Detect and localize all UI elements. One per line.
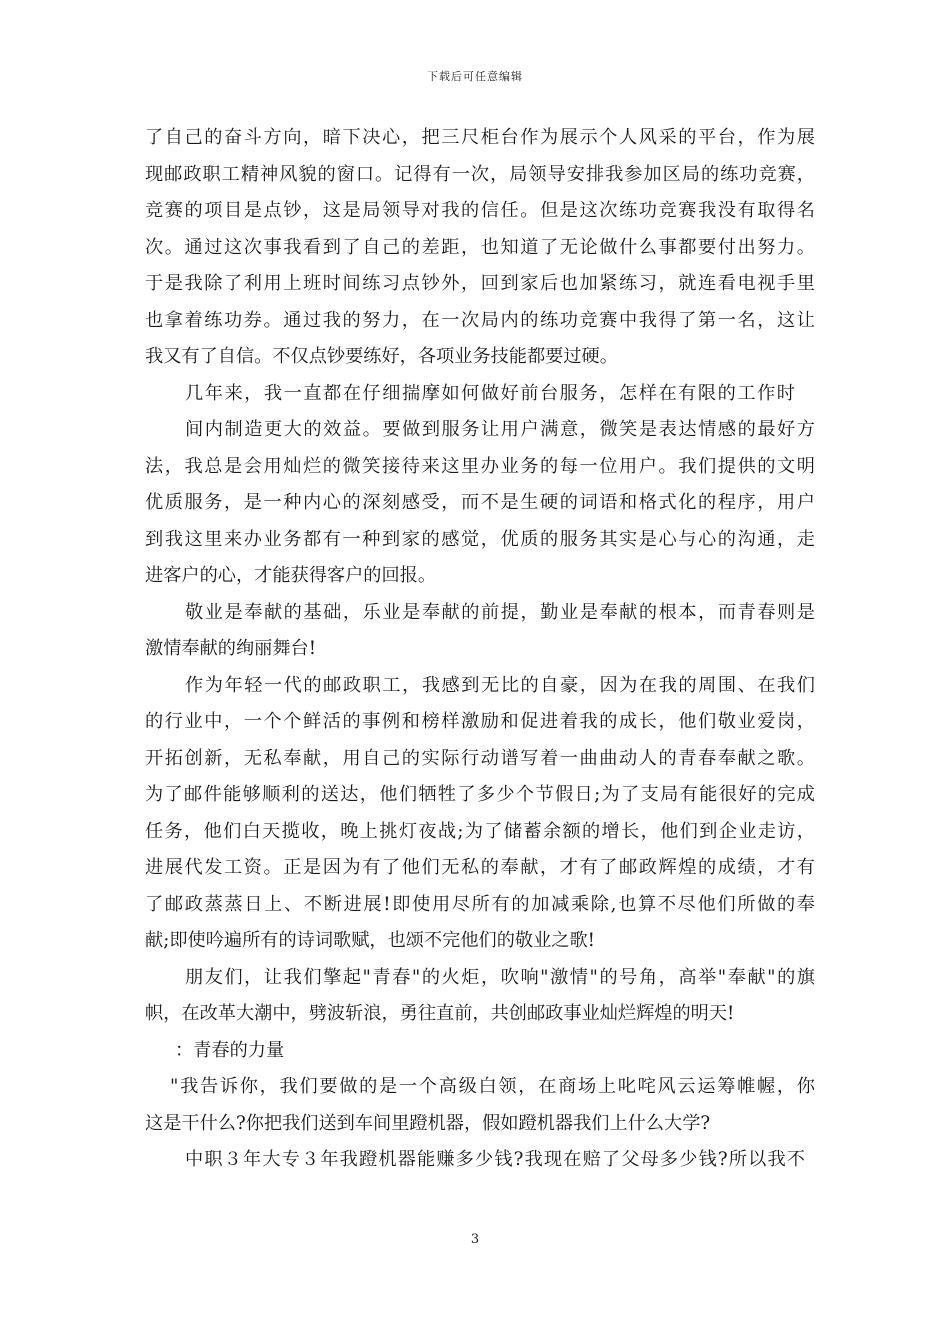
text-line: 中职３年大专３年我蹬机器能赚多少钱?我现在赔了父母多少钱?所以我不: [185, 1149, 805, 1170]
text-line: 几年来，我一直都在仔细揣摩如何做好前台服务，怎样在有限的工作时: [185, 382, 795, 404]
text-line: 的行业中，一个个鲜活的事例和榜样激励和促进着我的成长，他们敬业爱岗，: [145, 711, 815, 732]
text-line: 敬业是奉献的基础，乐业是奉献的前提，勤业是奉献的根本，而青春则是: [185, 601, 815, 623]
text-line: "我告诉你，我们要做的是一个高级白领，在商场上叱咤风云运筹帷幄，你: [170, 1076, 815, 1097]
text-line: 这是干什么?你把我们送到车间里蹬机器，假如蹬机器我们上什么大学?: [145, 1112, 711, 1134]
text-line: 于是我除了利用上班时间练习点钞外，回到家后也加紧练习，就连看电视手里: [145, 273, 815, 294]
text-line: 进客户的心，才能获得客户的回报。: [145, 565, 437, 586]
text-line: 竞赛的项目是点钞，这是局领导对我的信任。但是这次练功竞赛我没有取得名: [145, 200, 815, 221]
text-line: 次。通过这次事我看到了自己的差距，也知道了无论做什么事都要付出努力。: [145, 236, 815, 258]
section-heading: ：青春的力量: [175, 1039, 285, 1061]
text-line: 开拓创新，无私奉献，用自己的实际行动谱写着一曲曲动人的青春奉献之歌。: [145, 747, 815, 769]
text-line: 了邮政蒸蒸日上、不断进展!即使用尽所有的加减乘除,也算不尽他们所做的奉: [145, 893, 815, 915]
text-line: 现邮政职工精神风貌的窗口。记得有一次，局领导安排我参加区局的练功竞赛，: [145, 163, 815, 185]
text-line: 了自己的奋斗方向，暗下决心，把三尺柜台作为展示个人风采的平台，作为展: [145, 127, 815, 148]
text-line: 献;即使吟遍所有的诗词歌赋，也颂不完他们的敬业之歌!: [145, 930, 595, 951]
text-line: 作为年轻一代的邮政职工，我感到无比的自豪，因为在我的周围、在我们: [185, 674, 815, 696]
document-body: [145, 120, 815, 1179]
text-line: 帜，在改革大潮中，劈波斩浪，勇往直前，共创邮政事业灿烂辉煌的明天!: [145, 1003, 735, 1024]
text-line: 进展代发工资。正是因为有了他们无私的奉献，才有了邮政辉煌的成绩，才有: [145, 857, 815, 878]
text-line: 法，我总是会用灿烂的微笑接待来这里办业务的每一位用户。我们提供的文明: [145, 455, 815, 477]
text-line: 朋友们，让我们擎起"青春"的火炬，吹响"激情"的号角，高举"奉献"的旗: [185, 966, 815, 988]
text-line: 激情奉献的绚丽舞台!: [145, 638, 316, 659]
text-line: 优质服务，是一种内心的深刻感受，而不是生硬的词语和格式化的程序，用户: [145, 492, 815, 513]
text-line: 为了邮件能够顺利的送达，他们牺牲了多少个节假日;为了支局有能很好的完成: [145, 784, 815, 805]
page-header: 下载后可任意编辑: [427, 70, 523, 83]
page-number: 3: [470, 1232, 480, 1247]
text-line: 任务，他们白天揽收，晚上挑灯夜战;为了储蓄余额的增长，他们到企业走访，: [145, 820, 815, 842]
text-line: 到我这里来办业务都有一种到家的感觉，优质的服务其实是心与心的沟通，走: [145, 528, 815, 550]
text-line: 也拿着练功券。通过我的努力，在一次局内的练功竞赛中我得了第一名，这让: [145, 309, 815, 331]
text-line: 间内制造更大的效益。要做到服务让用户满意，微笑是表达情感的最好方: [185, 419, 815, 440]
text-line: 我又有了自信。不仅点钞要练好，各项业务技能都要过硬。: [145, 346, 618, 367]
